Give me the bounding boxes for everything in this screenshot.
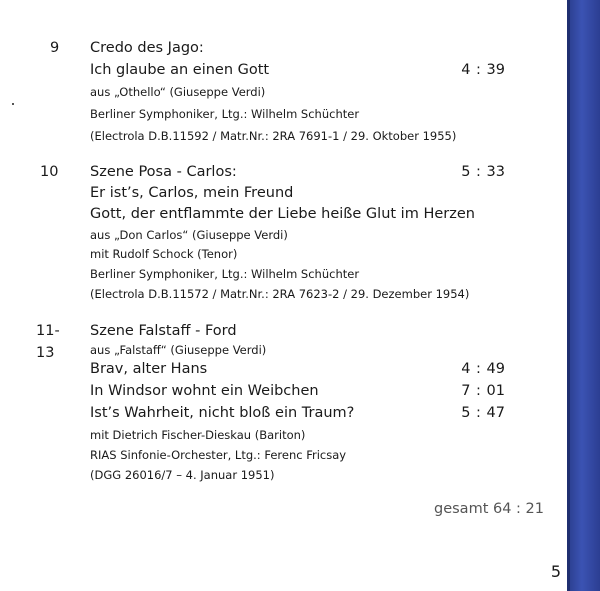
track-duration: 7 : 01 (461, 383, 505, 399)
track-source: aus „Othello“ (Giuseppe Verdi) (90, 85, 266, 99)
track-10-orchestra (0, 263, 560, 285)
track-11-13-orchestra (0, 444, 560, 466)
track-subtitle: Gott, der entflammte der Liebe heiße Glut im Herzen (90, 206, 475, 222)
track-part-title: Brav, alter Hans (90, 361, 208, 377)
track-9-label (0, 125, 560, 147)
track-11-13-label (0, 464, 560, 486)
track-9-header (0, 37, 560, 59)
track-number: 10 (40, 164, 59, 180)
track-11-13-with (0, 424, 560, 446)
track-orchestra: Berliner Symphoniker, Ltg.: Wilhelm Schüchter (90, 107, 360, 121)
track-soloist: mit Dietrich Fischer-Dieskau (Bariton) (90, 428, 306, 442)
track-soloist: mit Rudolf Schock (Tenor) (90, 247, 238, 261)
track-orchestra: RIAS Sinfonie-Orchester, Ltg.: Ferenc Fricsay (90, 448, 347, 462)
track-10-with (0, 243, 560, 265)
track-source: aus „Falstaff“ (Giuseppe Verdi) (90, 343, 267, 357)
track-duration: 5 : 33 (461, 164, 505, 180)
track-number: 9 (50, 40, 60, 56)
track-title: Szene Posa - Carlos: (90, 164, 237, 180)
page-number: 5 (550, 562, 561, 581)
track-record-label: (Electrola D.B.11592 / Matr.Nr.: 2RA 7691-1 / 29. Oktober 1955) (90, 129, 457, 143)
track-record-label: (DGG 26016/7 – 4. Januar 1951) (90, 468, 275, 482)
track-10-line2 (0, 203, 560, 225)
decorative-side-stripe (567, 0, 600, 591)
track-10-label (0, 283, 560, 305)
track-duration: 5 : 47 (461, 405, 505, 421)
track-part-title: In Windsor wohnt ein Weibchen (90, 383, 319, 399)
track-orchestra: Berliner Symphoniker, Ltg.: Wilhelm Schüchter (90, 267, 360, 281)
track-10-header (0, 161, 560, 183)
track-duration: 4 : 39 (461, 62, 505, 78)
track-10-line1 (0, 182, 560, 204)
track-number: 11-13 (36, 323, 60, 361)
track-subtitle: Ich glaube an einen Gott (90, 62, 270, 78)
track-9-line (0, 59, 560, 81)
track-9-source (0, 81, 560, 103)
track-title: Szene Falstaff - Ford (90, 323, 237, 339)
track-record-label: (Electrola D.B.11572 / Matr.Nr.: 2RA 7623-2 / 29. Dezember 1954) (90, 287, 470, 301)
track-part-title: Ist’s Wahrheit, nicht bloß ein Traum? (90, 405, 355, 421)
track-subtitle: Er ist’s, Carlos, mein Freund (90, 185, 294, 201)
track-part (0, 402, 560, 424)
track-source: aus „Don Carlos“ (Giuseppe Verdi) (90, 228, 288, 242)
track-duration: 4 : 49 (461, 361, 505, 377)
track-title: Credo des Jago: (90, 40, 204, 56)
track-part (0, 380, 560, 402)
total-duration: gesamt 64 : 21 (434, 501, 544, 517)
track-9-orchestra (0, 103, 560, 125)
track-part (0, 358, 560, 380)
